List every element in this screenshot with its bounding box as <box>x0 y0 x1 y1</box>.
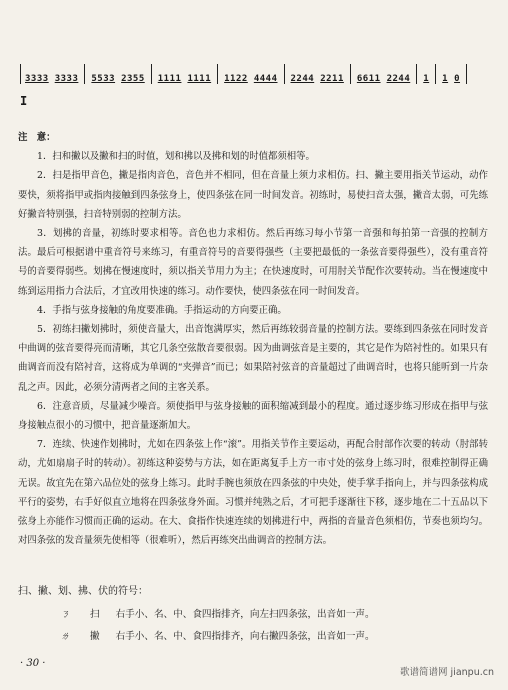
bar-mark: I <box>20 94 28 108</box>
symbol-desc: 右手小、名、中、食四指排齐，向右撇四条弦，出音如一声。 <box>115 631 375 642</box>
note-group: 0 <box>454 74 461 84</box>
paragraph-6: 6．注意音质，尽量减少噪音。须使指甲与弦身接触的面积缩减到最小的程度。通过逐步练习形成在指甲与弦身接触点很小的习惯中，把音量逐渐加大。 <box>18 400 488 432</box>
measure <box>285 64 351 84</box>
measure <box>218 64 284 84</box>
paragraph-7: 7．连续、快速作划拂时，尤如在四条弦上作“滚”。用指关节作主要运动，再配合肘部作次要的转动（肘部转动，尤如扇扇子时的转动）。初练这种姿势与方法，如在距离复手上方一市寸处的弦身上练习时，很难控制得正确无误。故宜先在第六品位处的弦身上练习。此时手腕也须放在四条弦的中央处，使手掌手指向上，并与四条弦构成平行的姿势，右手好似直立地将在四条弦身外面。习惯并纯熟之后，才可把手逐渐往下移，逐步地在二十五品以下弦身上亦能作习惯而正确的运动。在大、食指作快速连续的划拂进行中，两指的音量音色须相仿，节奏也须均匀。对四条弦的发音量须先使相等（很难听），然后再练突出曲调音的控制方法。 <box>18 439 488 547</box>
measure <box>20 64 85 84</box>
note-group: 3333 <box>54 74 79 84</box>
measure <box>152 64 218 84</box>
measure <box>351 64 417 84</box>
paragraph-5: 5．初练扫撇划拂时，须使音量大，出音饱满厚实，然后再练较弱音量的控制方法。要练到四条弦在同时发音中曲调的弦音要得亮而清晰，其它几条空弦散音要很弱。因为曲调弦音是主要的，其它是作为陪衬性的。如果只有曲调音而没有陪衬音，这将成为单调的“夹弹音”而已；如果陪衬弦音的音量超过了曲调音时，也将只能听到一片杂乱之声。因此，必须分清两者之间的主客关系。 <box>18 324 488 393</box>
paragraph-1: 1．扫和撇以及撇和扫的时值，划和拂以及拂和划的时值都须相等。 <box>37 151 315 163</box>
pie-icon: ㄌ <box>60 631 70 642</box>
symbol-name: 扫 <box>90 609 100 620</box>
note-group: 2244 <box>290 74 315 84</box>
note-group: 3333 <box>25 74 49 84</box>
note-group: 1111 <box>187 74 212 84</box>
notes-body <box>18 128 488 550</box>
note-group: 6611 <box>356 74 381 84</box>
paragraph-4: 4．手指与弦身接触的角度要准确。手指运动的方向要正确。 <box>37 304 287 316</box>
note-group: 1122 <box>224 74 248 84</box>
note-group: 5533 <box>91 74 116 84</box>
symbols-title: 扫、撇、划、拂、伏的符号： <box>18 586 148 597</box>
watermark: 歌谱简谱网 jianpu.cn <box>400 667 494 678</box>
page-number: · 30 · <box>20 658 46 669</box>
paragraph-2: 2．扫是指甲音色，撇是指肉音色，音色并不相同，但在音量上须力求相仿。扫、撇主要用指关节运动，动作要快，须将指甲或指肉接触到四条弦身上，使四条弦在同一时间发音。初练时，易使扫音太强，撇音太弱，可先练好撇音特别强，扫音特别弱的控制方法。 <box>18 170 488 220</box>
sao-icon: ㄋ <box>60 609 70 620</box>
note-group: 2355 <box>121 74 145 84</box>
music-notation <box>20 62 490 112</box>
note-group: 1111 <box>157 74 182 84</box>
note-group: 4444 <box>253 74 278 84</box>
note-group: 2211 <box>320 74 344 84</box>
symbol-desc: 右手小、名、中、食四指排齐，向左扫四条弦，出音如一声。 <box>115 609 375 620</box>
measure <box>417 64 436 84</box>
note-group: 1 <box>423 74 430 84</box>
notes-heading: 注 意： <box>18 132 56 143</box>
note-group: 1 <box>442 74 449 84</box>
paragraph-3: 3．划拂的音量，初练时要求相等。音色也力求相仿。然后再练习每小节第一音强和每拍第一音强的控制方法。最后可根据谱中重音符号来练习，有重音符号的音要得强些（主要把最低的一条弦音要得强些），没有重音符号的音要得弱些。划拂在慢速度时，须以指关节用力为主；在快速度时，可用肘关节配作次要转动。当在慢速度中练到运用指力合法后，才宜改用快速的练习。动作要快，使四条弦在同一时间发音。 <box>18 228 488 297</box>
symbol-row-pie <box>60 628 375 642</box>
symbol-row-sao <box>60 606 375 620</box>
notation-measures <box>20 62 490 84</box>
note-group: 2244 <box>386 74 411 84</box>
measure <box>436 64 467 84</box>
measure <box>85 64 151 84</box>
symbol-name: 撇 <box>90 631 100 642</box>
